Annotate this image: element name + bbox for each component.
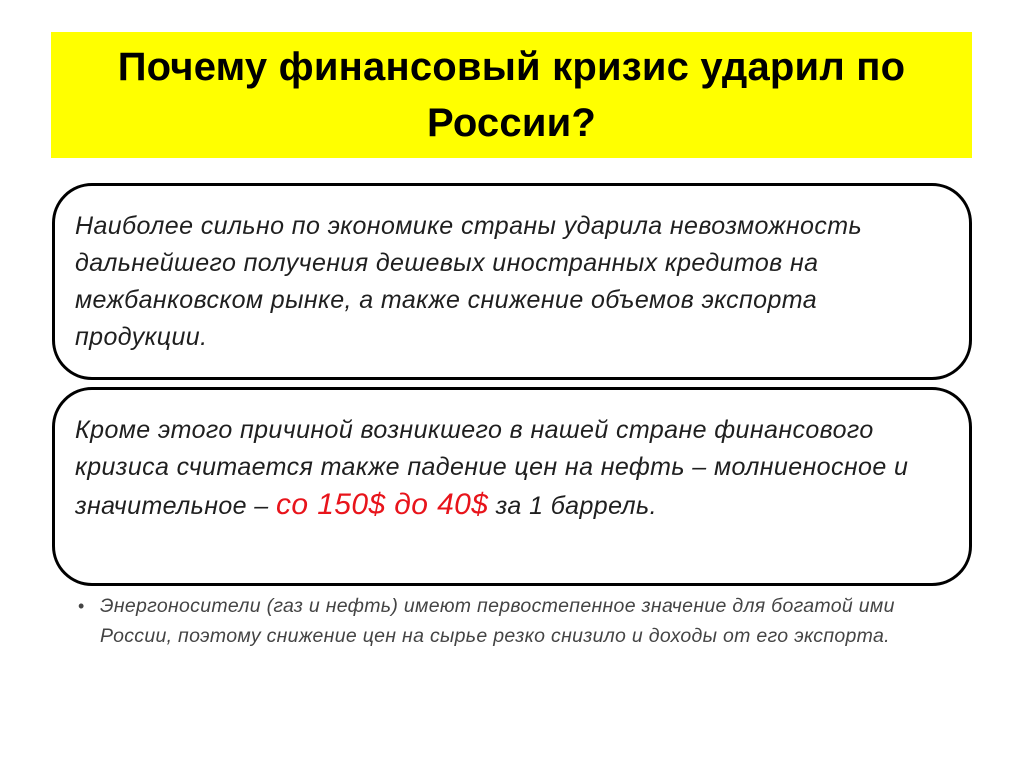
text-box-oil-prices: [52, 387, 972, 586]
bullet-icon: •: [78, 596, 85, 616]
oil-prices-text-after: за 1 баррель.: [488, 492, 657, 520]
oil-price-highlight: со 150$ до 40$: [275, 488, 489, 521]
bullet-text: Энергоносители (газ и нефть) имеют первостепенное значение для богатой ими России, поэтому снижение цен на сырье резко снизило и доходы от его экспорта.: [100, 595, 895, 647]
text-box-credit-access: [52, 183, 972, 380]
title-banner: [51, 32, 972, 158]
box-credit-access-text: Наиболее сильно по экономике страны ударила невозможность дальнейшего получения дешевых иностранных кредитов на межбанковском рынке, а также снижение объемов экспорта продукции.: [75, 212, 863, 351]
bullet-list-item: [78, 592, 938, 651]
slide-title: Почему финансовый кризис ударил по России?: [117, 45, 906, 145]
oil-prices-text-before: Кроме этого причиной возникшего в нашей стране финансового кризиса считается также падение цен на нефть – молниеносное и значительное –: [75, 416, 909, 520]
box-oil-prices-text: [75, 412, 949, 525]
